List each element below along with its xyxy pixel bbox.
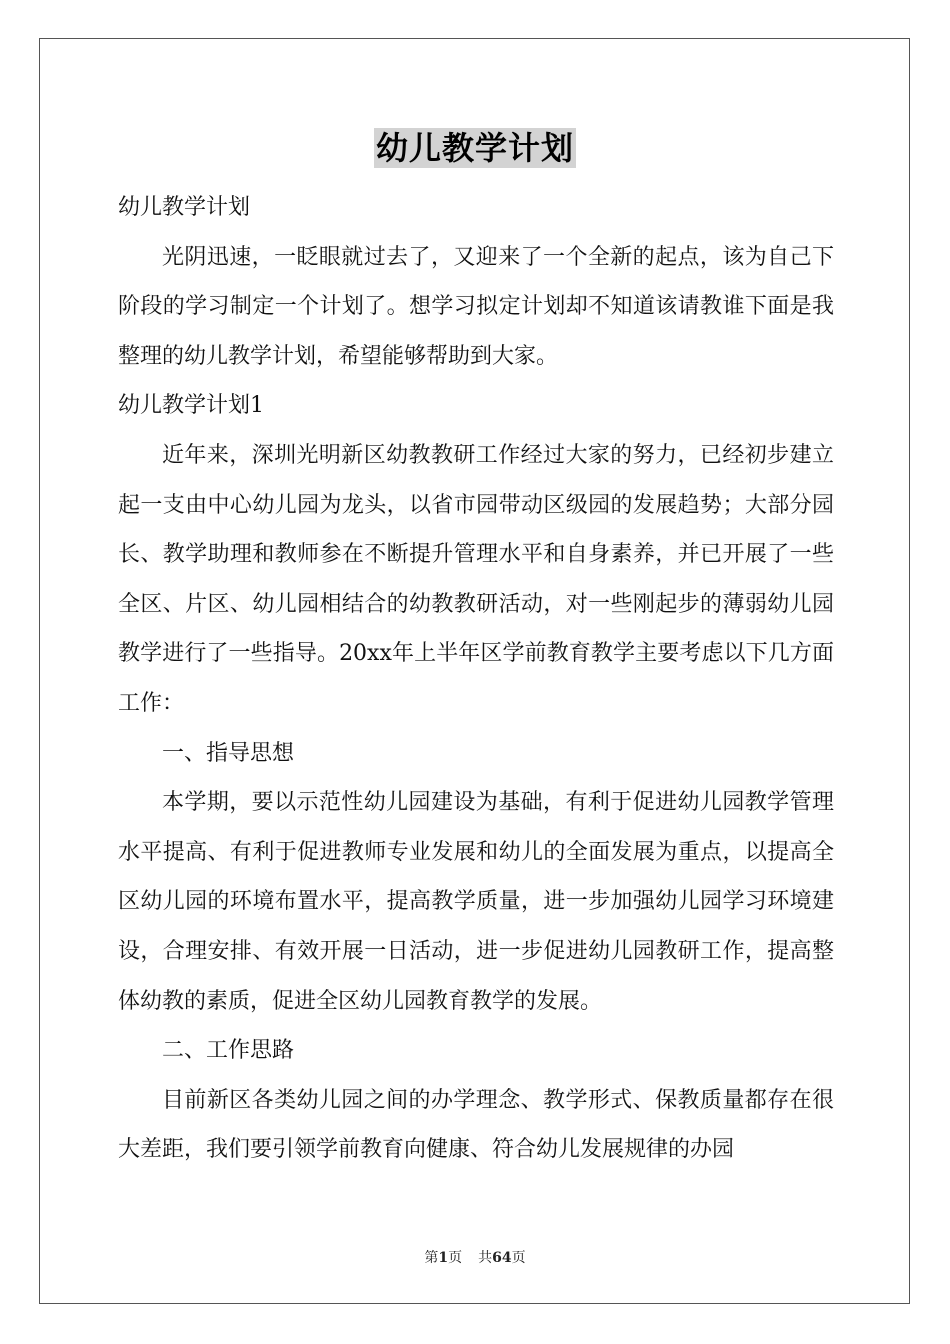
title-container [0,128,950,168]
section1-paragraph: 近年来，深圳光明新区幼教教研工作经过大家的努力，已经初步建立起一支由中心幼儿园为龙头，以省市园带动区级园的发展趋势；大部分园长、教学助理和教师参在不断提升管理水平和自身素养，并已开展了一些全区、片区、幼儿园相结合的幼教教研活动，对一些刚起步的薄弱幼儿园教学进行了一些指导。20xx年上半年区学前教育教学主要考虑以下几方面工作： [118,442,834,716]
footer-total-suffix: 页 [511,1250,526,1266]
footer-page-suffix: 页 [448,1250,463,1266]
intro-paragraph: 光阴迅速，一眨眼就过去了，又迎来了一个全新的起点，该为自己下阶段的学习制定一个计划了。想学习拟定计划却不知道该请教谁下面是我整理的幼儿教学计划，希望能够帮助到大家。 [118,244,834,369]
work-approach-paragraph: 目前新区各类幼儿园之间的办学理念、教学形式、保教质量都存在很大差距，我们要引领学前教育向健康、符合幼儿发展规律的办园 [118,1087,834,1163]
footer-page-number: 1 [438,1250,449,1266]
section-title: 幼儿教学计划1 [118,393,264,419]
heading-guiding-ideology: 一、指导思想 [162,740,295,766]
heading-work-approach: 二、工作思路 [162,1038,295,1064]
document-subtitle: 幼儿教学计划 [118,195,251,220]
document-title: 幼儿教学计划 [375,129,574,167]
guiding-ideology-paragraph: 本学期，要以示范性幼儿园建设为基础，有利于促进幼儿园教学管理水平提高、有利于促进教师专业发展和幼儿的全面发展为重点，以提高全区幼儿园的环境布置水平，提高教学质量，进一步加强幼儿园学习环境建设，合理安排、有效开展一日活动，进一步促进幼儿园教研工作，提高整体幼教的素质，促进全区幼儿园教育教学的发展。 [118,790,834,1014]
page-footer [0,1247,950,1267]
footer-page-prefix: 第 [424,1250,439,1266]
footer-total-pages: 64 [492,1250,512,1266]
footer-total-prefix: 共 [478,1250,493,1266]
document-body [118,183,834,1175]
